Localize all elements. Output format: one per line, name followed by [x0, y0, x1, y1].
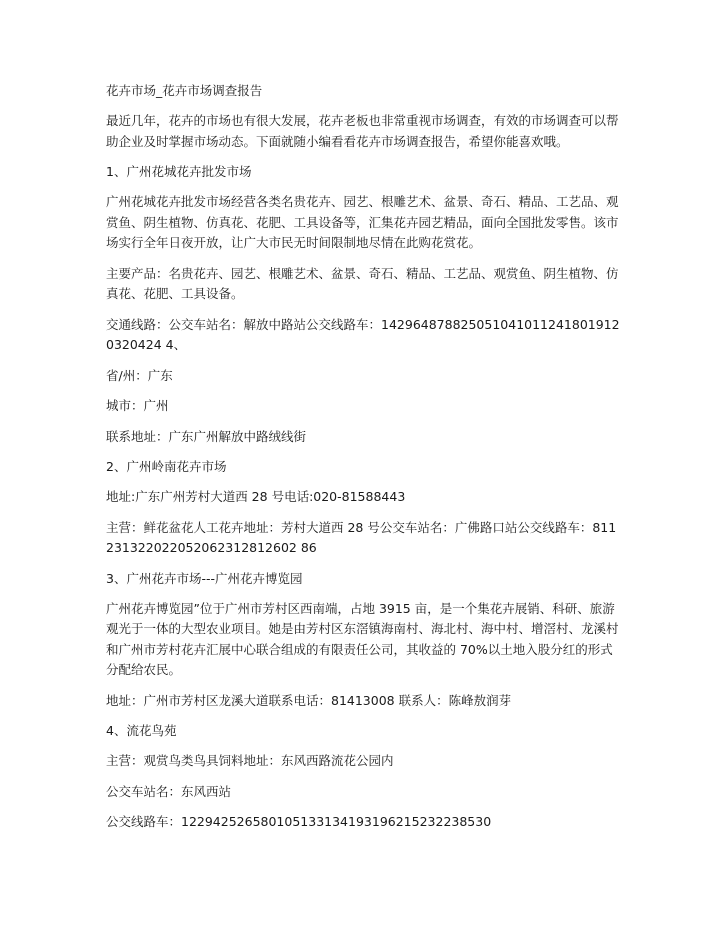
- section-3-paragraph-2: 地址：广州市芳村区龙溪大道联系电话：81413008 联系人：陈峰敖润芽: [106, 692, 512, 708]
- intro-paragraph: 最近几年，花卉的市场也有很大发展，花卉老板也非常重视市场调查，有效的市场调查可以帮助企业及时掌握市场动态。下面就随小编看看花卉市场调查报告，希望你能喜欢哦。: [106, 113, 619, 149]
- section-3-paragraph-1: 广州花卉博览园”位于广州市芳村区西南端，占地 3915 亩，是一个集花卉展销、科研、旅游观光于一体的大型农业项目。她是由芳村区东滘镇海南村、海北村、海中村、增滘村、龙溪村和广州市芳村花卉汇展中心联合组成的有限责任公司，其收益的 70%以土地入股分红的形式分配给农民。: [106, 600, 619, 677]
- section-2-paragraph-1: 地址:广东广州芳村大道西 28 号电话:020-81588443: [106, 489, 406, 504]
- section-heading-1: 1、广州花城花卉批发市场: [106, 164, 252, 179]
- section-heading-2: 2、广州岭南花卉市场: [106, 459, 227, 474]
- section-1-paragraph-2: 主要产品：名贵花卉、园艺、根雕艺术、盆景、奇石、精品、工艺品、观赏鱼、阴生植物、仿真花、花肥、工具设备。: [106, 265, 619, 301]
- section-1-paragraph-6: 联系地址：广东广州解放中路绒线街: [106, 428, 307, 444]
- document-title: 花卉市场_花卉市场调查报告: [106, 83, 263, 98]
- section-4-paragraph-1: 主营：观赏鸟类鸟具饲料地址：东风西路流花公园内: [106, 753, 394, 768]
- section-4-paragraph-3: 公交线路车：122942526580105133134193196215232238530: [106, 814, 492, 829]
- section-1-paragraph-5: 城市：广州: [106, 398, 169, 413]
- section-1-paragraph-4: 省/州：广东: [106, 367, 173, 383]
- section-1-paragraph-3: 交通线路：公交车站名：解放中路站公交线路车：1429648788250510410112418019120320424 4、: [106, 316, 620, 352]
- section-1-paragraph-1: 广州花城花卉批发市场经营各类名贵花卉、园艺、根雕艺术、盆景、奇石、精品、工艺品、观赏鱼、阴生植物、仿真花、花肥、工具设备等，汇集花卉园艺精品，面向全国批发零售。该市场实行全年日夜开放，让广大市民无时间限制地尽情在此购花赏花。: [106, 194, 619, 250]
- section-2-paragraph-2: 主营：鲜花盆花人工花卉地址：芳村大道西 28 号公交车站名：广佛路口站公交线路车：811231322022052062312812602 86: [106, 519, 617, 555]
- section-4-paragraph-2: 公交车站名：东风西站: [106, 783, 232, 799]
- section-heading-3: 3、广州花卉市场---广州花卉博览园: [106, 570, 303, 586]
- section-heading-4: 4、流花鸟苑: [106, 723, 177, 738]
